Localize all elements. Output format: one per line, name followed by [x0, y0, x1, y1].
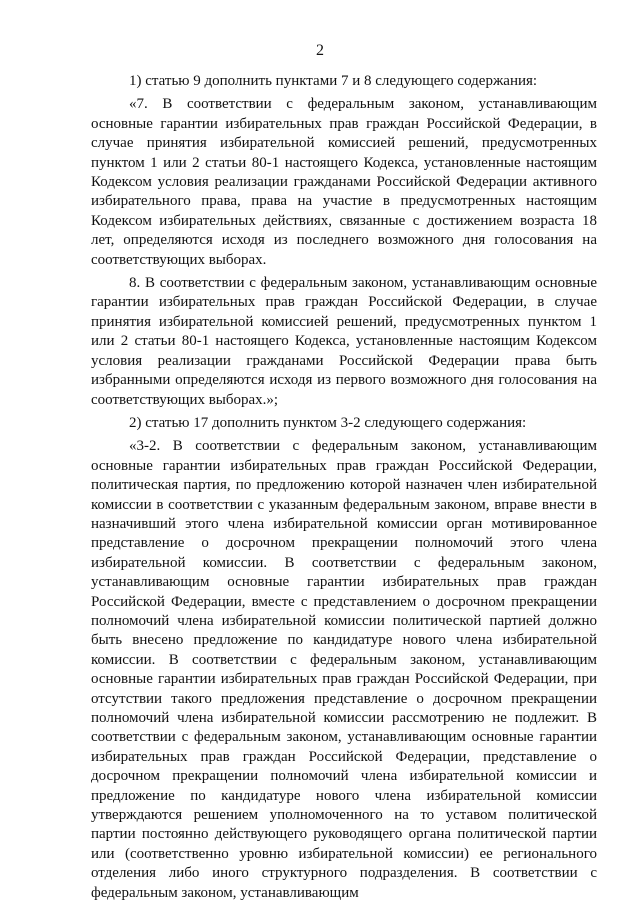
page-number: 2 — [316, 42, 324, 59]
document-body — [91, 72, 597, 907]
amendment-item-1: 1) статью 9 дополнить пунктами 7 и 8 следующего содержания: — [129, 73, 538, 89]
amendment-item-2: 2) статью 17 дополнить пунктом 3-2 следующего содержания: — [129, 414, 527, 431]
clause-7: «7. В соответствии с федеральным законом, устанавливающим основные гарантии избирательных прав граждан Российской Федерации, в случае принятия избирательной комиссией решений, предусмотренных пунктом 1 или 2 статьи 80-1 настоящего Кодекса, установленные настоящим Кодексом условия реализации гражданами Российской Федерации активного избирательного права, права на участие в предусмотренных настоящим Кодексом избирательных действиях, связанные с достижением возраста 18 лет, определяются исходя из последнего возможного дня голосования на соответствующих выборах. — [91, 96, 597, 268]
clause-8: 8. В соответствии с федеральным законом, устанавливающим основные гарантии избирательных прав граждан Российской Федерации, в случае принятия избирательной комиссией решений, предусмотренных пунктом 1 или 2 статьи 80-1 настоящего Кодекса, установленные настоящим Кодексом условия реализации гражданами Российской Федерации права быть избранными определяются исходя из первого возможного дня голосования на соответствующих выборах.»; — [91, 275, 597, 408]
clause-3-2: «3-2. В соответствии с федеральным законом, устанавливающим основные гарантии избирательных прав граждан Российской Федерации, политическая партия, по предложению которой назначен член избирательной комиссии в соответствии с указанным федеральным законом, вправе внести в назначивший этого члена избирательной комиссии орган мотивированное представление о досрочном прекращении полномочий этого члена избирательной комиссии. В соответствии с федеральным законом, устанавливающим основные гарантии избирательных прав граждан Российской Федерации, вместе с представлением о досрочном прекращении полномочий члена избирательной комиссии политической партией должно быть внесено предложение по кандидатуре нового члена избирательной комиссии. В соответствии с федеральным законом, устанавливающим основные гарантии избирательных прав граждан Российской Федерации, при отсутствии такого предложения представление о досрочном прекращении полномочий члена избирательной комиссии рассмотрению не подлежит. В соответствии с федеральным законом, устанавливающим основные гарантии избирательных прав граждан Российской Федерации, представление о досрочном прекращении полномочий члена избирательной комиссии и предложение по кандидатуре нового члена избирательной комиссии утверждаются решением уполномоченного на то уставом политической партии постоянно действующего руководящего органа политической партии или (соответственно уровню избирательной комиссии) ее регионального отделения либо иного структурного подразделения. В соответствии с федеральным законом, устанавливающим — [91, 438, 597, 901]
